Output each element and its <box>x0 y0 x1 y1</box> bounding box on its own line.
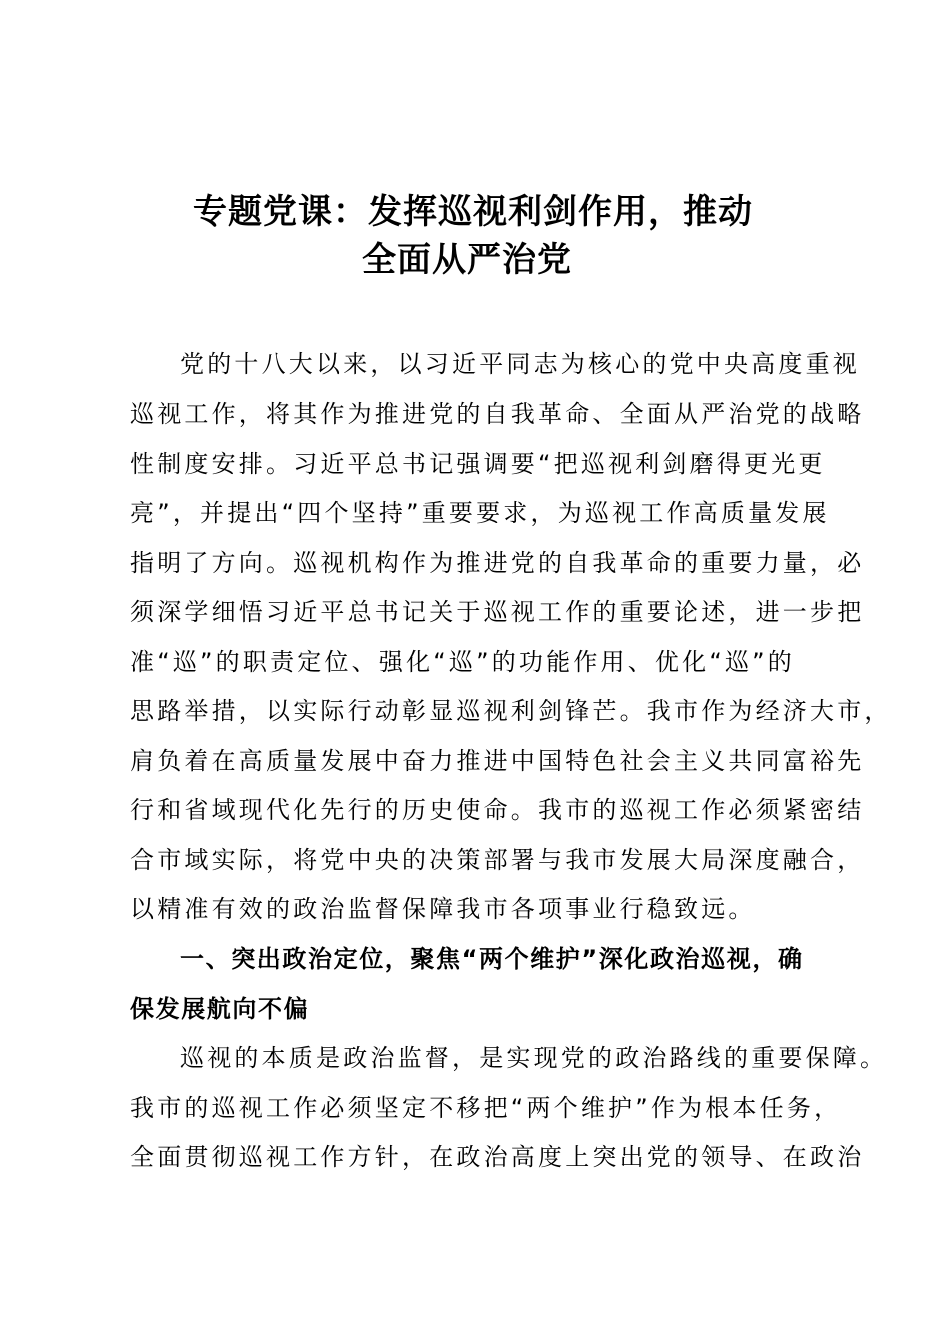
paragraph-line: 全面贯彻巡视工作方针，在政治高度上突出党的领导、在政治 <box>130 1143 865 1171</box>
paragraph-line: 肩负着在高质量发展中奋力推进中国特色社会主义共同富裕先 <box>130 747 865 775</box>
paragraph-line: 行和省域现代化先行的历史使命。我市的巡视工作必须紧密结 <box>130 796 865 824</box>
paragraph-line: 亮”，并提出“四个坚持”重要要求，为巡视工作高质量发展 <box>130 499 830 527</box>
paragraph-line: 准“巡”的职责定位、强化“巡”的功能作用、优化“巡”的 <box>130 648 795 676</box>
paragraph-line: 须深学细悟习近平总书记关于巡视工作的重要论述，进一步把 <box>130 598 865 626</box>
paragraph-line: 巡视的本质是政治监督，是实现党的政治路线的重要保障。 <box>180 1044 888 1072</box>
paragraph-line: 党的十八大以来，以习近平同志为核心的党中央高度重视 <box>180 350 860 378</box>
document-title-line-2: 全面从严治党 <box>362 240 572 280</box>
paragraph-line: 以精准有效的政治监督保障我市各项事业行稳致远。 <box>130 895 756 923</box>
paragraph-line: 合市域实际，将党中央的决策部署与我市发展大局深度融合， <box>130 846 865 874</box>
paragraph-line: 巡视工作，将其作为推进党的自我革命、全面从严治党的战略 <box>130 400 865 428</box>
heading-line: 保发展航向不偏 <box>130 995 310 1023</box>
paragraph-line: 思路举措，以实际行动彰显巡视利剑锋芒。我市作为经济大市， <box>130 697 892 725</box>
document-title-line-1: 专题党课：发挥巡视利剑作用，推动 <box>193 192 753 232</box>
heading-line: 一、突出政治定位，聚焦“两个维护”深化政治巡视，确 <box>180 945 804 973</box>
paragraph-line: 性制度安排。习近平总书记强调要“把巡视利剑磨得更光更 <box>130 450 826 478</box>
paragraph-line: 指明了方向。巡视机构作为推进党的自我革命的重要力量，必 <box>130 549 865 577</box>
paragraph-line: 我市的巡视工作必须坚定不移把“两个维护”作为根本任务， <box>130 1094 842 1122</box>
